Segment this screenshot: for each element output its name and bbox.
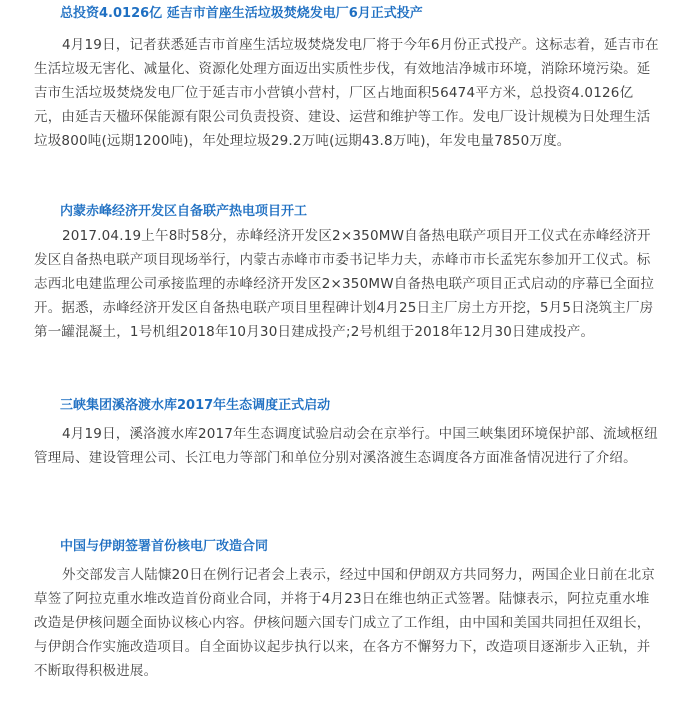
article-1-title[interactable]: 总投资4.0126亿 延吉市首座生活垃圾焚烧发电厂6月正式投产: [60, 6, 423, 21]
article-1-body: 4月19日，记者获悉延吉市首座生活垃圾焚烧发电厂将于今年6月份正式投产。这标志着，延吉市在生活垃圾无害化、减量化、资源化处理方面迈出实质性步伐，有效地洁净城市环境，消除环境污染。延吉市生活垃圾焚烧发电厂位于延吉市小营镇小营村，厂区占地面积56474平方米，总投资4.0126亿元，由延吉天楹环保能源有限公司负责投资、建设、运营和维护等工作。发电厂设计规模为日处理生活垃圾800吨(远期1200吨)，年处理垃圾29.2万吨(远期43.8万吨)，年发电量7850万度。: [34, 37, 659, 149]
article-2-title[interactable]: 内蒙赤峰经济开发区自备联产热电项目开工: [60, 204, 308, 219]
article-3-body: 4月19日，溪洛渡水库2017年生态调度试验启动会在京举行。中国三峡集团环境保护部、流域枢纽管理局、建设管理公司、长江电力等部门和单位分别对溪洛渡生态调度各方面准备情况进行了介绍。: [34, 426, 658, 466]
article-3-title[interactable]: 三峡集团溪洛渡水库2017年生态调度正式启动: [60, 398, 331, 413]
article-4-title[interactable]: 中国与伊朗签署首份核电厂改造合同: [60, 539, 269, 554]
article-2-body: 2017.04.19上午8时58分，赤峰经济开发区2×350MW自备热电联产项目开工仪式在赤峰经济开发区自备热电联产项目现场举行，内蒙古赤峰市市委书记毕力夫，赤峰市市长孟宪东参加开工仪式。标志西北电建监理公司承接监理的赤峰经济开发区2×350MW自备热电联产项目正式启动的序幕已全面拉开。据悉，赤峰经济开发区自备热电联产项目里程碑计划4月25日主厂房土方开挖，5月5日浇筑主厂房第一罐混凝土，1号机组2018年10月30日建成投产;2号机组于2018年12月30日建成投产。: [34, 228, 655, 340]
article-4-body: 外交部发言人陆慷20日在例行记者会上表示，经过中国和伊朗双方共同努力，两国企业日前在北京草签了阿拉克重水堆改造首份商业合同，并将于4月23日在维也纳正式签署。陆慷表示，阿拉克重水堆改造是伊核问题全面协议核心内容。伊核问题六国专门成立了工作组，由中国和美国共同担任双组长，与伊朗合作实施改造项目。自全面协议起步执行以来，在各方不懈努力下，改造项目逐渐步入正轨，并不断取得积极进展。: [34, 567, 655, 679]
